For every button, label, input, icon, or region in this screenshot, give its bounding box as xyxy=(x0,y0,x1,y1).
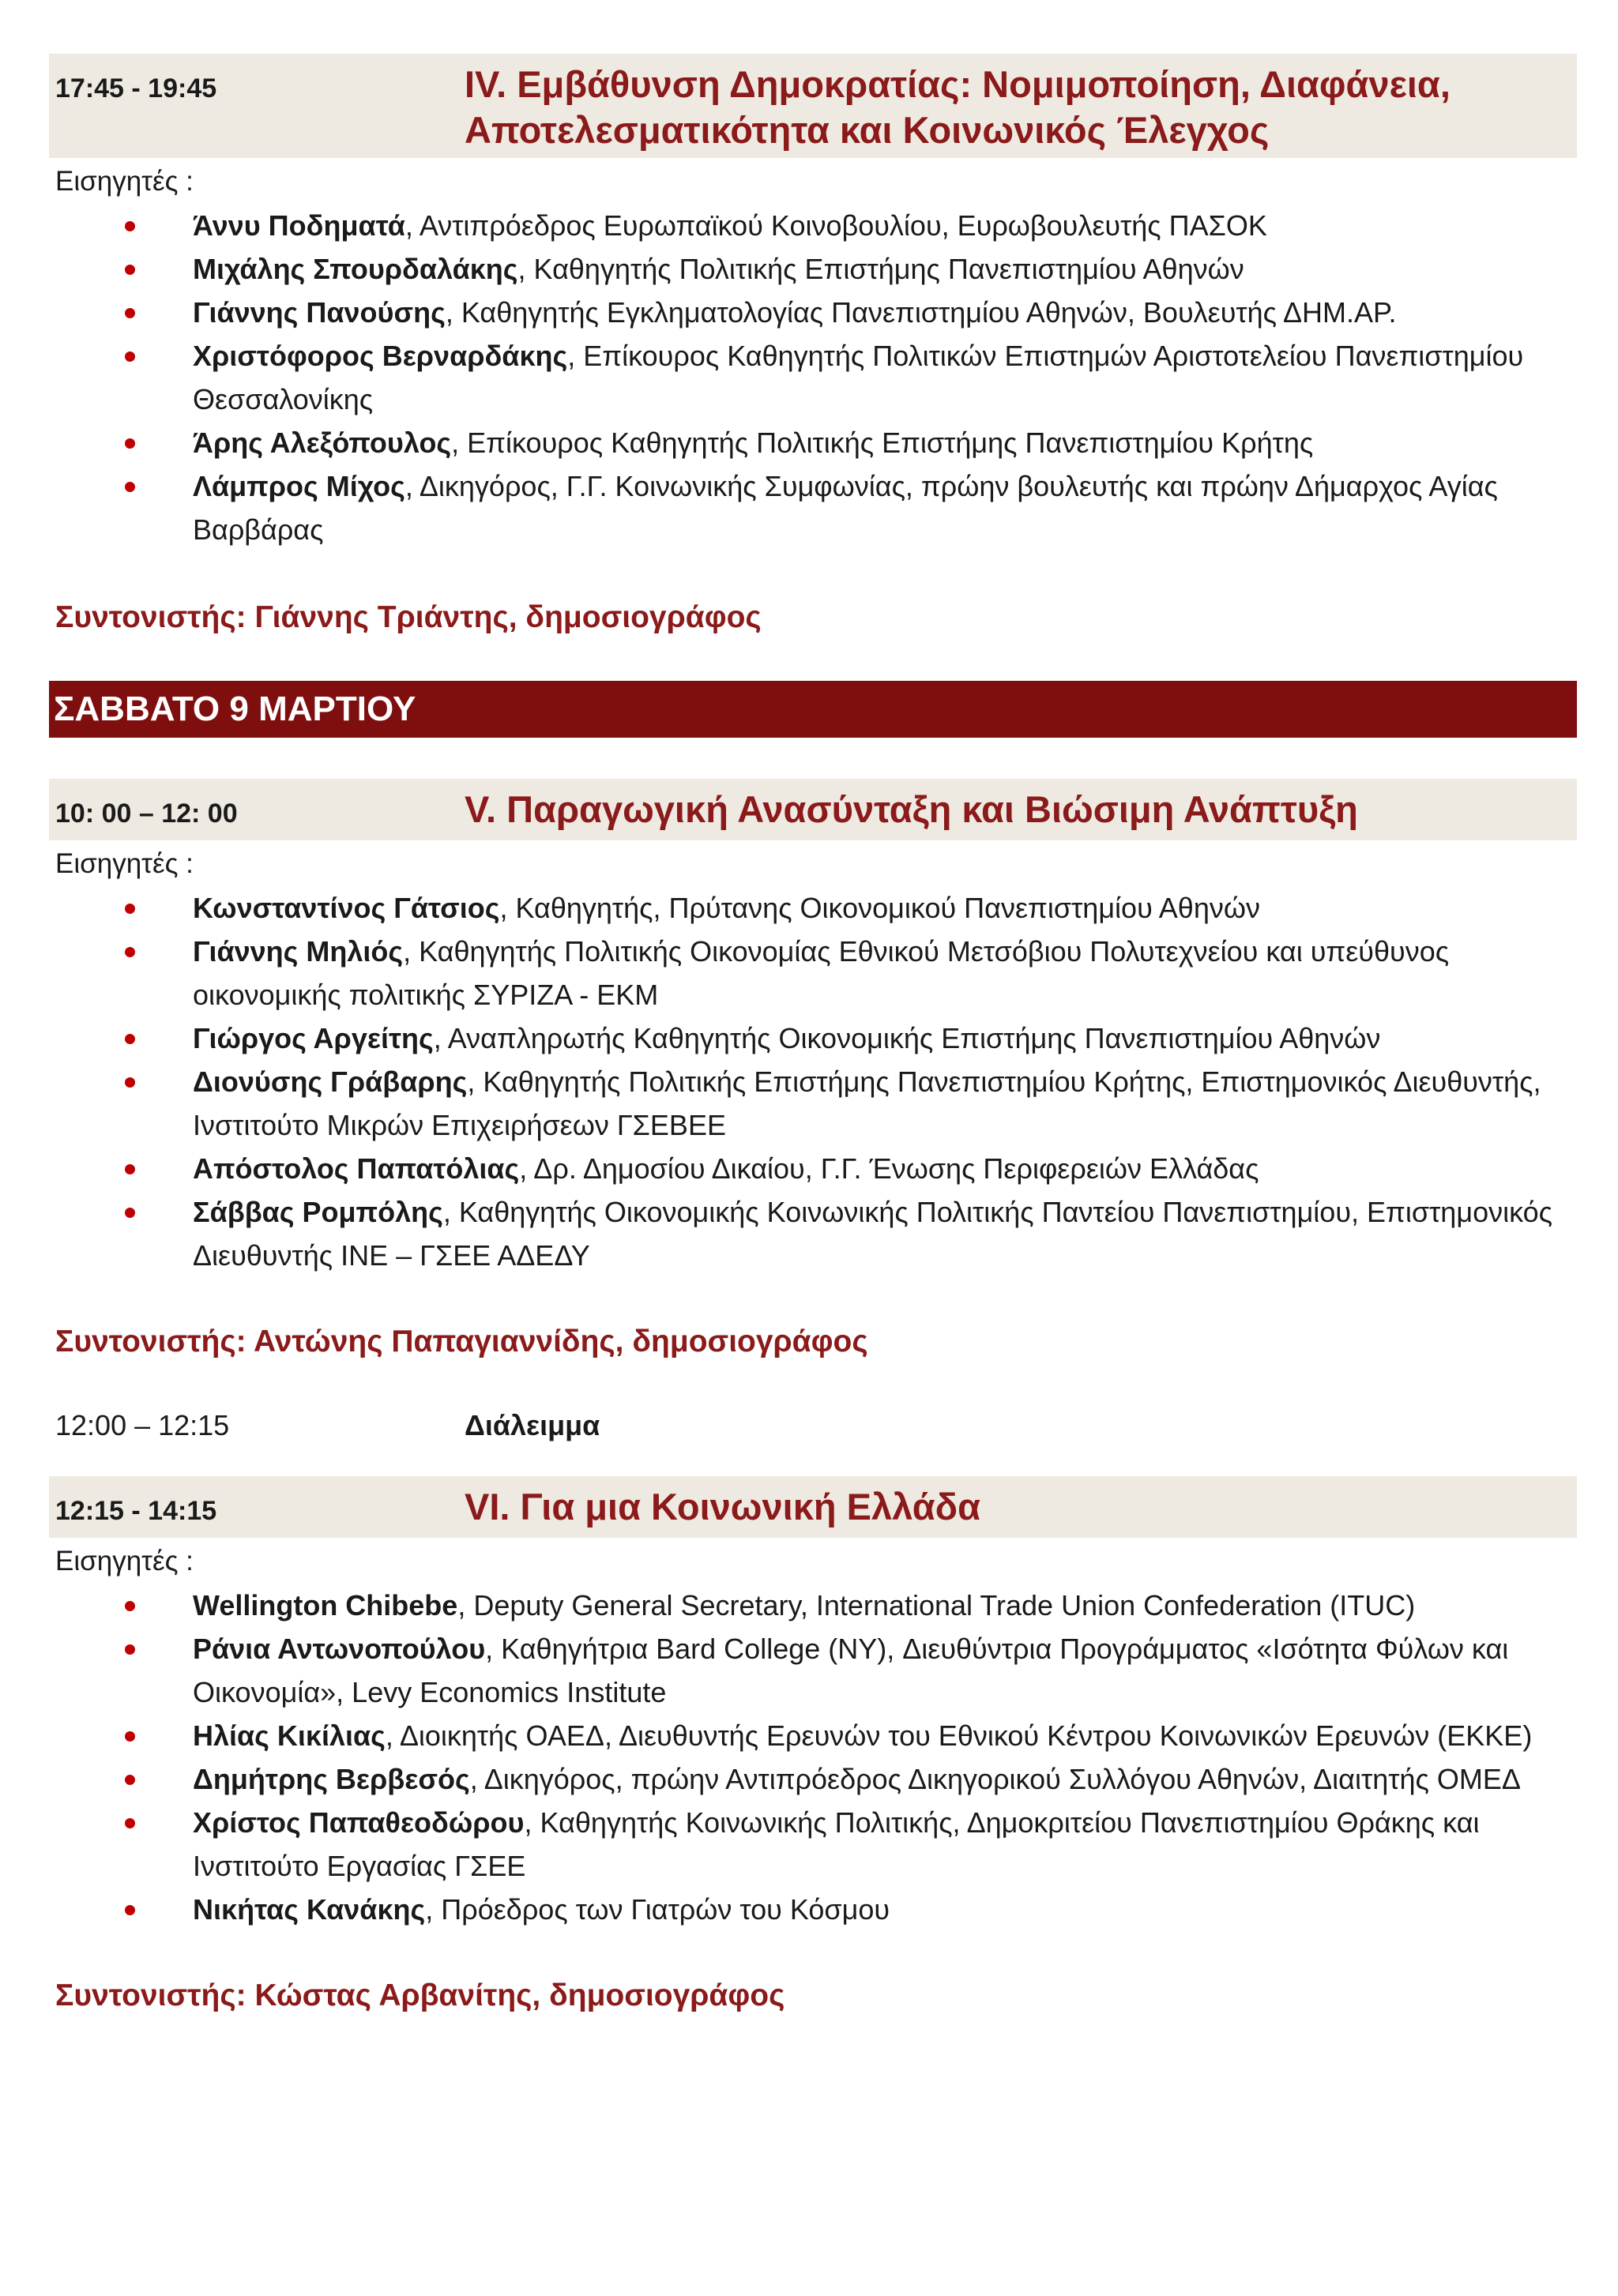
speaker-name: Ηλίας Κικίλιας xyxy=(193,1719,386,1752)
speaker-name: Σάββας Ρομπόλης xyxy=(193,1196,443,1228)
speaker-item xyxy=(49,204,1577,247)
speaker-description: , Deputy General Secretary, International Trade Union Confederation (ITUC) xyxy=(457,1589,1416,1621)
session-time: 12:15 - 14:15 xyxy=(55,1496,217,1526)
speaker-description: , Επίκουρος Καθηγητής Πολιτικών Επιστημών Αριστοτελείου Πανεπιστημίου Θεσσαλονίκης xyxy=(193,340,1524,415)
speaker-list xyxy=(49,886,1577,1277)
session-time: 10: 00 – 12: 00 xyxy=(55,799,238,829)
speaker-name: Άννυ Ποδηματά xyxy=(193,209,405,242)
speaker-description: , Καθηγητής Κοινωνικής Πολιτικής, Δημοκριτείου Πανεπιστημίου Θράκης και Ινστιτούτο Εργασίας ΓΣΕΕ xyxy=(193,1806,1480,1882)
speaker-description: , Επίκουρος Καθηγητής Πολιτικής Επιστήμης Πανεπιστημίου Κρήτης xyxy=(451,427,1314,459)
speaker-name: Χρίστος Παπαθεοδώρου xyxy=(193,1806,525,1839)
speaker-item xyxy=(49,464,1577,551)
bullet-icon xyxy=(125,1077,135,1088)
speaker-name: Μιχάλης Σπουρδαλάκης xyxy=(193,253,518,285)
bullet-icon xyxy=(125,438,135,449)
speaker-description: , Καθηγητής Οικονομικής Κοινωνικής Πολιτικής Παντείου Πανεπιστημίου, Επιστημονικός Διευθυντής ΙΝΕ – ΓΣΕΕ ΑΔΕΔΥ xyxy=(193,1196,1553,1272)
speaker-item xyxy=(49,1714,1577,1757)
speaker-description: , Δικηγόρος, Γ.Γ. Κοινωνικής Συμφωνίας, πρώην βουλευτής και πρώην Δήμαρχος Αγίας Βαρβάρας xyxy=(193,470,1498,546)
speaker-description: , Καθηγητής Πολιτικής Οικονομίας Εθνικού Μετσόβιου Πολυτεχνείου και υπεύθυνος οικονομικής πολιτικής ΣΥΡΙΖΑ - ΕΚΜ xyxy=(193,935,1450,1011)
session-header-iv xyxy=(49,54,1577,158)
bullet-icon xyxy=(125,1601,135,1611)
session-coordinator: Συντονιστής: Αντώνης Παπαγιαννίδης, δημοσιογράφος xyxy=(55,1325,868,1358)
speaker-item xyxy=(49,291,1577,334)
speaker-description: , Δρ. Δημοσίου Δικαίου, Γ.Γ. Ένωσης Περιφερειών Ελλάδας xyxy=(519,1152,1259,1185)
speaker-name: Νικήτας Κανάκης xyxy=(193,1893,426,1926)
speaker-name: Χριστόφορος Βερναρδάκης xyxy=(193,340,568,372)
speaker-item xyxy=(49,930,1577,1016)
bullet-icon xyxy=(125,1818,135,1828)
speaker-description: , Καθηγητής Εγκληματολογίας Πανεπιστημίου Αθηνών, Βουλευτής ΔΗΜ.ΑΡ. xyxy=(445,296,1397,329)
speaker-name: Γιώργος Αργείτης xyxy=(193,1022,434,1054)
session-coordinator: Συντονιστής: Κώστας Αρβανίτης, δημοσιογράφος xyxy=(55,1978,785,2012)
speaker-name: Wellington Chibebe xyxy=(193,1589,458,1621)
break-label: Διάλειμμα xyxy=(465,1409,600,1441)
bullet-icon xyxy=(125,904,135,914)
bullet-icon xyxy=(125,1905,135,1915)
bullet-icon xyxy=(125,351,135,362)
speaker-description: , Διοικητής ΟΑΕΔ, Διευθυντής Ερευνών του Εθνικού Κέντρου Κοινωνικών Ερευνών (ΕΚΚΕ) xyxy=(385,1719,1533,1752)
program-page xyxy=(49,54,1577,2018)
session-title: VI. Για μια Κοινωνική Ελλάδα xyxy=(465,1486,981,1528)
speakers-label: Εισηγητές : xyxy=(55,166,194,197)
speaker-item xyxy=(49,334,1577,421)
speaker-name: Κωνσταντίνος Γάτσιος xyxy=(193,892,500,924)
speaker-item xyxy=(49,1190,1577,1277)
bullet-icon xyxy=(125,265,135,275)
bullet-icon xyxy=(125,1208,135,1218)
speaker-description: , Καθηγητής Πολιτικής Επιστήμης Πανεπιστημίου Κρήτης, Επιστημονικός Διευθυντής, Ινστιτούτο Μικρών Επιχειρήσεων ΓΣΕΒΕΕ xyxy=(193,1065,1541,1141)
speaker-name: Γιάννης Μηλιός xyxy=(193,935,404,968)
speaker-item xyxy=(49,1016,1577,1060)
bullet-icon xyxy=(125,1034,135,1044)
speakers-label: Εισηγητές : xyxy=(55,848,194,879)
speaker-description: , Αναπληρωτής Καθηγητής Οικονομικής Επιστήμης Πανεπιστημίου Αθηνών xyxy=(433,1022,1381,1054)
speaker-item xyxy=(49,1060,1577,1147)
session-coordinator: Συντονιστής: Γιάννης Τριάντης, δημοσιογράφος xyxy=(55,600,762,634)
speaker-name: Άρης Αλεξόπουλος xyxy=(193,427,452,459)
speaker-item xyxy=(49,886,1577,930)
speaker-name: Δημήτρης Βερβεσός xyxy=(193,1763,470,1795)
speaker-name: Απόστολος Παπατόλιας xyxy=(193,1152,520,1185)
speaker-description: , Πρόεδρος των Γιατρών του Κόσμου xyxy=(425,1893,890,1926)
speaker-name: Διονύσης Γράβαρης xyxy=(193,1065,468,1098)
speaker-list xyxy=(49,204,1577,551)
speaker-description: , Καθηγητής Πολιτικής Επιστήμης Πανεπιστημίου Αθηνών xyxy=(517,253,1244,285)
speaker-name: Ράνια Αντωνοπούλου xyxy=(193,1633,486,1665)
speaker-item xyxy=(49,1888,1577,1931)
speaker-description: , Αντιπρόεδρος Ευρωπαϊκού Κοινοβουλίου, Ευρωβουλευτής ΠΑΣΟΚ xyxy=(404,209,1267,242)
speaker-name: Λάμπρος Μίχος xyxy=(193,470,405,502)
bullet-icon xyxy=(125,221,135,231)
session-title: IV. Εμβάθυνση Δημοκρατίας: Νομιμοποίηση, Διαφάνεια, Αποτελεσματικότητα και Κοινωνικός Έλεγχος xyxy=(465,63,1451,151)
speaker-description: , Καθηγήτρια Bard College (NY), Διευθύντρια Προγράμματος «Ισότητα Φύλων και Οικονομία», Levy Economics Institute xyxy=(193,1633,1509,1708)
day-header: ΣΑΒΒΑΤΟ 9 ΜΑΡΤΙΟΥ xyxy=(49,681,1577,738)
speaker-item xyxy=(49,1147,1577,1190)
speaker-item xyxy=(49,1801,1577,1888)
speaker-item xyxy=(49,247,1577,291)
session-header-v xyxy=(49,779,1577,840)
bullet-icon xyxy=(125,1644,135,1655)
speaker-item xyxy=(49,1627,1577,1714)
bullet-icon xyxy=(125,1775,135,1785)
speaker-list xyxy=(49,1584,1577,1931)
session-header-vi xyxy=(49,1476,1577,1538)
bullet-icon xyxy=(125,947,135,957)
bullet-icon xyxy=(125,482,135,492)
speaker-item xyxy=(49,421,1577,464)
speaker-description: , Καθηγητής, Πρύτανης Οικονομικού Πανεπιστημίου Αθηνών xyxy=(499,892,1260,924)
session-time: 17:45 - 19:45 xyxy=(55,73,217,103)
speakers-label: Εισηγητές : xyxy=(55,1546,194,1576)
bullet-icon xyxy=(125,308,135,318)
speaker-item xyxy=(49,1584,1577,1627)
session-title: V. Παραγωγική Ανασύνταξη και Βιώσιμη Ανάπτυξη xyxy=(465,788,1358,830)
speaker-item xyxy=(49,1757,1577,1801)
break-time: 12:00 – 12:15 xyxy=(55,1409,230,1441)
speaker-description: , Δικηγόρος, πρώην Αντιπρόεδρος Δικηγορικού Συλλόγου Αθηνών, Διαιτητής ΟΜΕΔ xyxy=(469,1763,1521,1795)
bullet-icon xyxy=(125,1164,135,1174)
speaker-name: Γιάννης Πανούσης xyxy=(193,296,446,329)
bullet-icon xyxy=(125,1731,135,1742)
break-row xyxy=(49,1404,1577,1448)
